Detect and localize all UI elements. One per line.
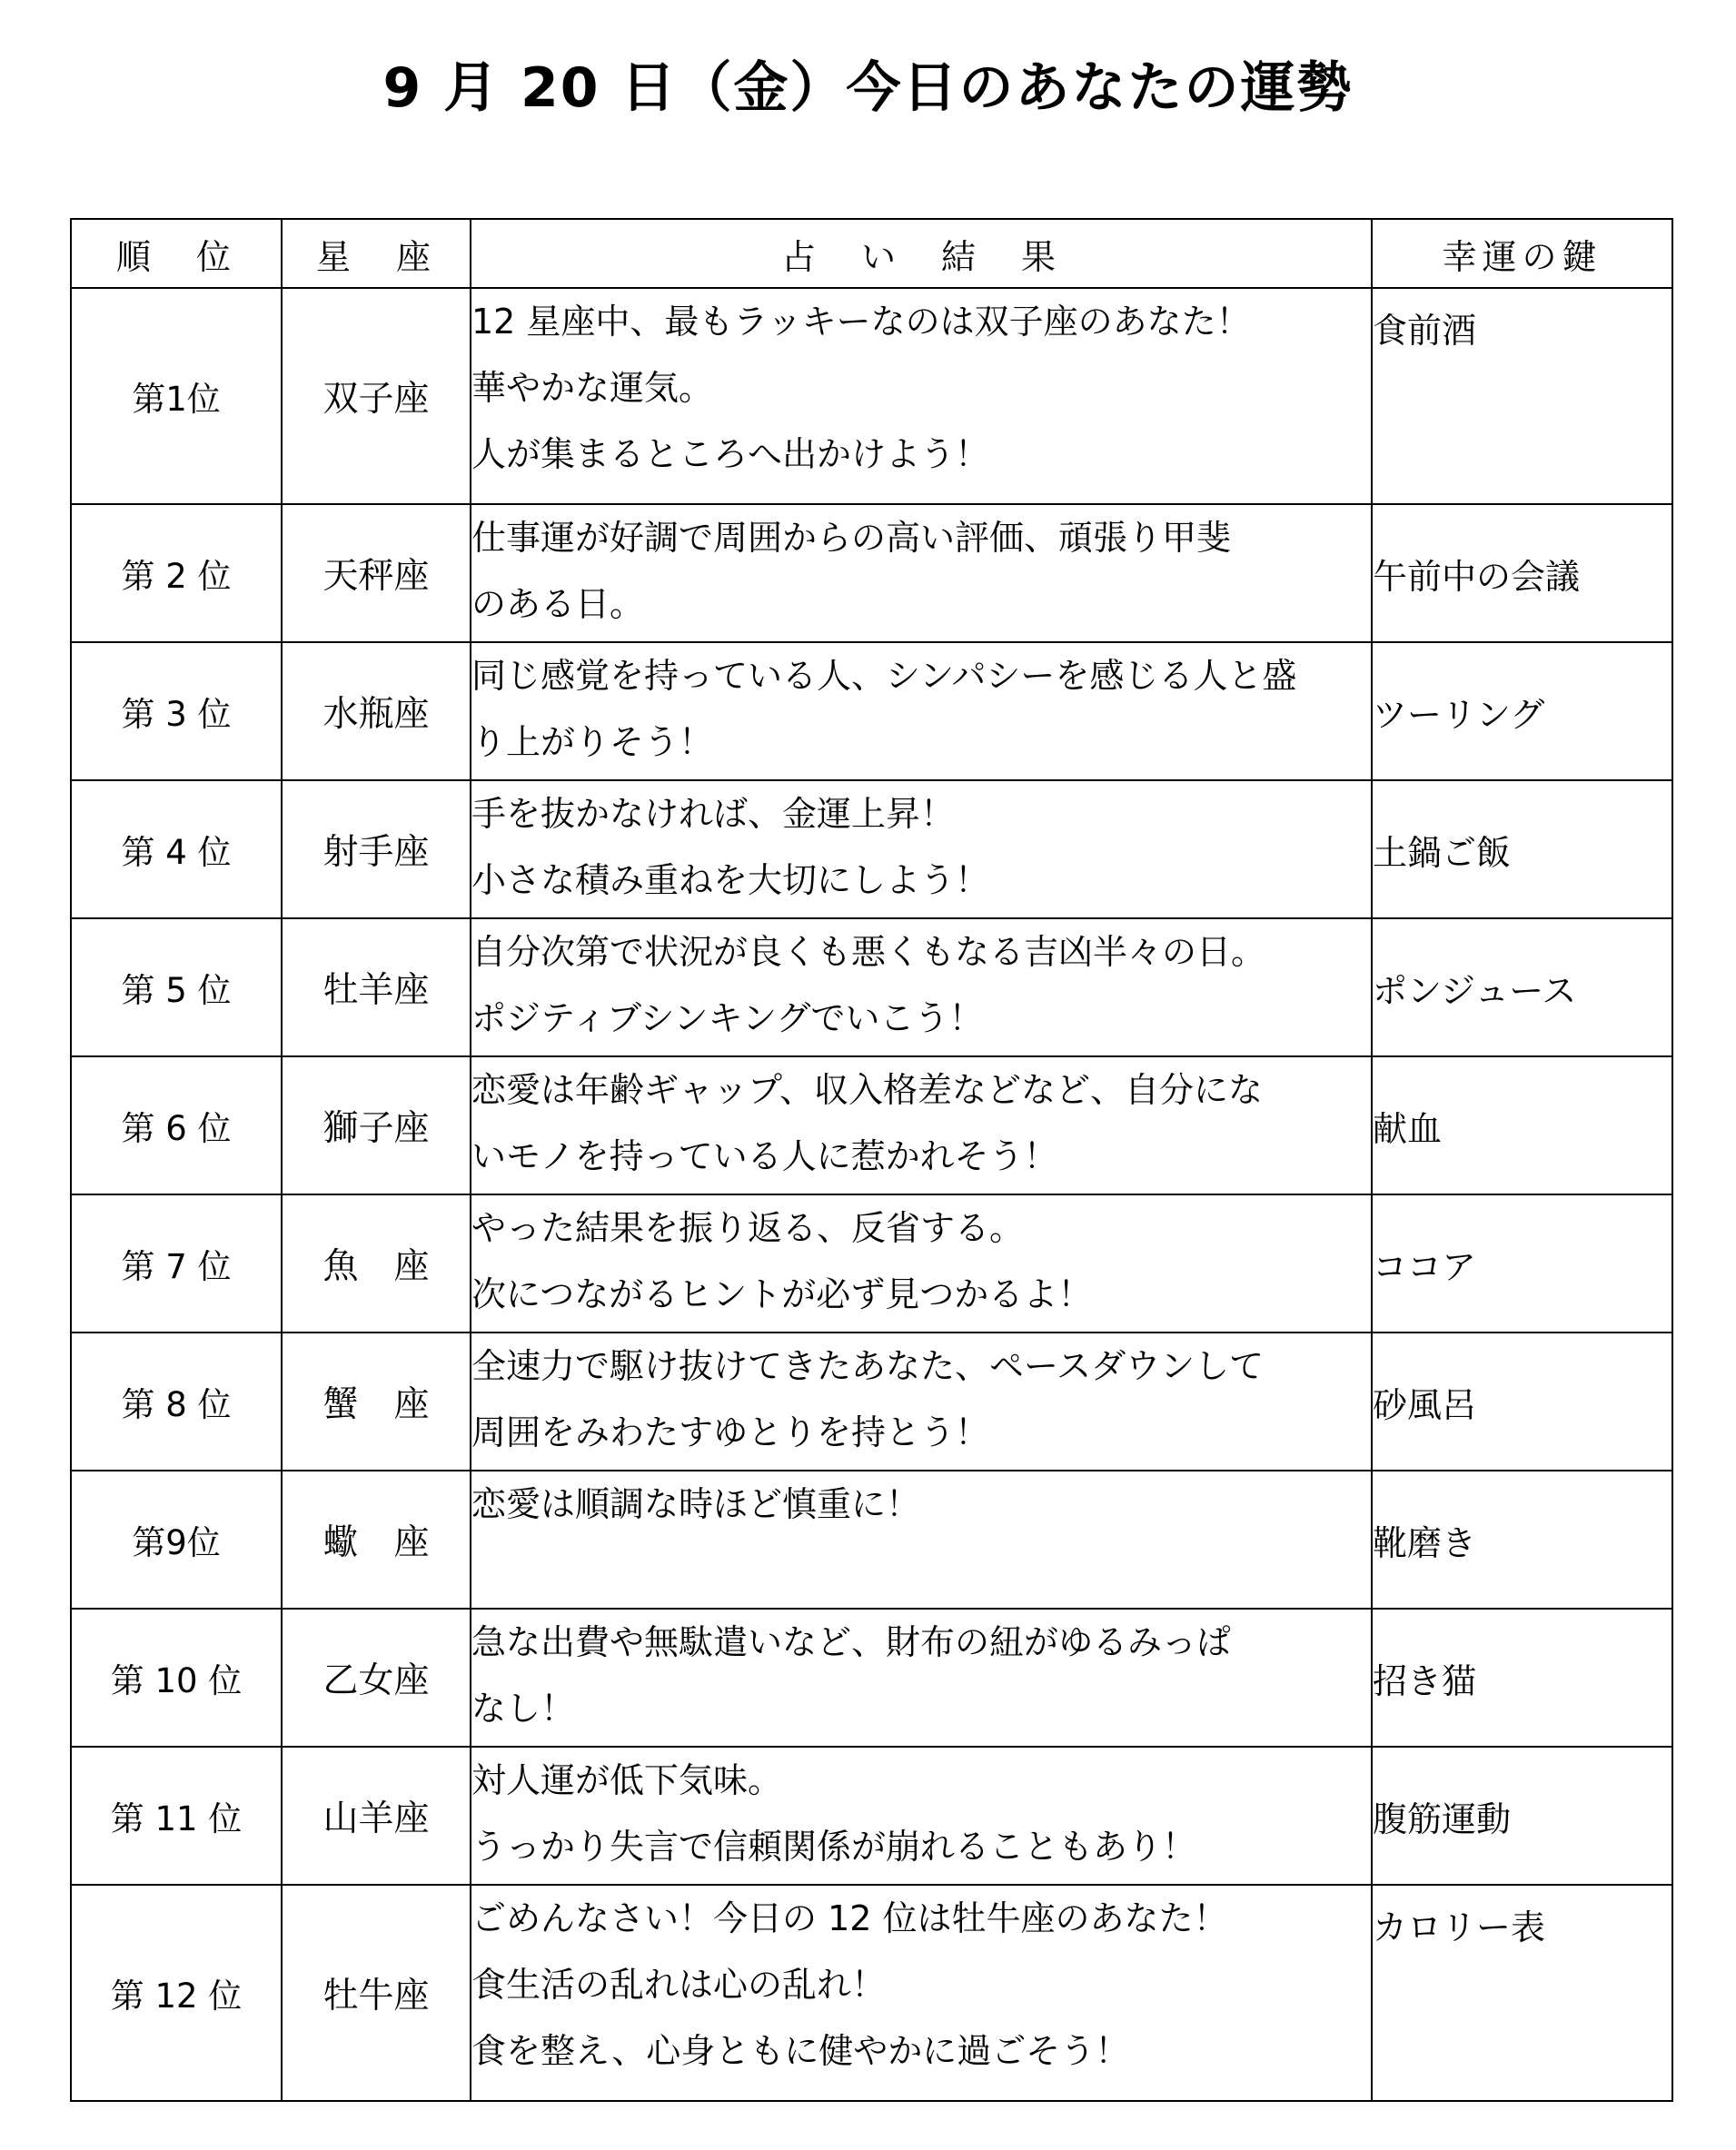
result-line: 華やかな運気。 <box>471 368 714 408</box>
result-line: いモノを持っている人に惹かれそう！ <box>471 1136 1058 1176</box>
table-row <box>71 918 1672 1056</box>
header-sign: 星 座 <box>282 219 471 288</box>
result-cell <box>471 1333 1372 1471</box>
lucky-key-cell: 砂風呂 <box>1372 1333 1672 1471</box>
result-cell <box>471 1194 1372 1333</box>
table-row <box>71 504 1672 642</box>
result-line: ごめんなさい！今日の 12 位は牡牛座のあなた！ <box>471 1898 1228 1938</box>
table-row <box>71 1333 1672 1471</box>
table-header-row <box>71 219 1672 288</box>
result-cell <box>471 1747 1372 1885</box>
result-line: のある日。 <box>471 584 645 624</box>
sign-cell: 牡牛座 <box>282 1885 471 2101</box>
result-line: 急な出費や無駄遣いなど、財布の紐がゆるみっぱ <box>471 1622 1232 1662</box>
result-line: 対人運が低下気味。 <box>471 1760 783 1800</box>
lucky-key-cell: 午前中の会議 <box>1372 504 1672 642</box>
sign-cell: 牡羊座 <box>282 918 471 1056</box>
lucky-key-cell: 靴磨き <box>1372 1471 1672 1609</box>
rank-cell: 第 8 位 <box>71 1333 282 1471</box>
page-title: 9 月 20 日（金）今日のあなたの運勢 <box>382 56 1354 120</box>
result-line: 人が集まるところへ出かけよう！ <box>471 434 990 474</box>
result-line: やった結果を振り返る、反省する。 <box>471 1208 1025 1248</box>
lucky-key-cell: ポンジュース <box>1372 918 1672 1056</box>
rank-cell: 第 7 位 <box>71 1194 282 1333</box>
result-line: 小さな積み重ねを大切にしよう！ <box>471 860 990 900</box>
header-result: 占 い 結 果 <box>471 219 1372 288</box>
rank-cell: 第 12 位 <box>71 1885 282 2101</box>
result-cell <box>471 642 1372 780</box>
header-rank: 順 位 <box>71 219 282 288</box>
rank-cell: 第 10 位 <box>71 1609 282 1747</box>
table-row <box>71 1471 1672 1609</box>
lucky-key-cell: 土鍋ご飯 <box>1372 780 1672 918</box>
result-line: 恋愛は順調な時ほど慎重に！ <box>471 1484 921 1524</box>
table-row <box>71 780 1672 918</box>
result-line: 同じ感覚を持っている人、シンパシーを感じる人と盛 <box>471 656 1297 696</box>
lucky-key-cell: ツーリング <box>1372 642 1672 780</box>
rank-cell: 第 11 位 <box>71 1747 282 1885</box>
lucky-key-cell: カロリー表 <box>1372 1885 1672 2101</box>
sign-cell: 射手座 <box>282 780 471 918</box>
sign-cell: 獅子座 <box>282 1056 471 1194</box>
result-line: 仕事運が好調で周囲からの高い評価、頑張り甲斐 <box>471 518 1232 558</box>
lucky-key-cell: 腹筋運動 <box>1372 1747 1672 1885</box>
lucky-key-cell: 献血 <box>1372 1056 1672 1194</box>
result-line: 全速力で駆け抜けてきたあなた、ペースダウンして <box>471 1346 1265 1386</box>
lucky-key-cell: ココア <box>1372 1194 1672 1333</box>
rank-cell: 第9位 <box>71 1471 282 1609</box>
rank-cell: 第 2 位 <box>71 504 282 642</box>
table-row <box>71 1194 1672 1333</box>
result-cell <box>471 1609 1372 1747</box>
table-row <box>71 1056 1672 1194</box>
rank-cell: 第 5 位 <box>71 918 282 1056</box>
result-line: 恋愛は年齢ギャップ、収入格差などなど、自分にな <box>471 1070 1263 1110</box>
lucky-key-cell: 食前酒 <box>1372 288 1672 504</box>
rank-cell: 第 4 位 <box>71 780 282 918</box>
sign-cell: 蠍 座 <box>282 1471 471 1609</box>
result-cell <box>471 504 1372 642</box>
sign-cell: 蟹 座 <box>282 1333 471 1471</box>
result-cell <box>471 288 1372 504</box>
sign-cell: 乙女座 <box>282 1609 471 1747</box>
result-line: 次につながるヒントが必ず見つかるよ！ <box>471 1274 1093 1314</box>
rank-cell: 第 6 位 <box>71 1056 282 1194</box>
table-row <box>71 288 1672 504</box>
result-cell <box>471 780 1372 918</box>
result-line: 手を抜かなければ、金運上昇！ <box>471 794 956 834</box>
result-line: 周囲をみわたすゆとりを持とう！ <box>471 1412 990 1452</box>
lucky-key-cell: 招き猫 <box>1372 1609 1672 1747</box>
result-line: なし！ <box>471 1689 576 1729</box>
sign-cell: 水瓶座 <box>282 642 471 780</box>
result-cell <box>471 1471 1372 1609</box>
result-line: り上がりそう！ <box>471 722 714 762</box>
result-line: ポジティブシンキングでいこう！ <box>471 998 984 1038</box>
result-line: 食生活の乱れは心の乱れ！ <box>471 1965 887 2005</box>
rank-cell: 第 3 位 <box>71 642 282 780</box>
result-line: 12 星座中、最もラッキーなのは双子座のあなた！ <box>471 302 1251 342</box>
table-row <box>71 1885 1672 2101</box>
table-row <box>71 642 1672 780</box>
table-row <box>71 1747 1672 1885</box>
result-cell <box>471 1056 1372 1194</box>
header-lucky-key: 幸運の鍵 <box>1372 219 1672 288</box>
sign-cell: 山羊座 <box>282 1747 471 1885</box>
fortune-table <box>70 218 1673 2102</box>
result-line: うっかり失言で信頼関係が崩れることもあり！ <box>471 1827 1197 1867</box>
sign-cell: 魚 座 <box>282 1194 471 1333</box>
table-row <box>71 1609 1672 1747</box>
rank-cell: 第1位 <box>71 288 282 504</box>
result-line: 食を整え、心身ともに健やかに過ごそう！ <box>471 2031 1130 2071</box>
sign-cell: 双子座 <box>282 288 471 504</box>
sign-cell: 天秤座 <box>282 504 471 642</box>
result-cell <box>471 1885 1372 2101</box>
result-line: 自分次第で状況が良くも悪くもなる吉凶半々の日。 <box>471 932 1266 972</box>
result-cell <box>471 918 1372 1056</box>
